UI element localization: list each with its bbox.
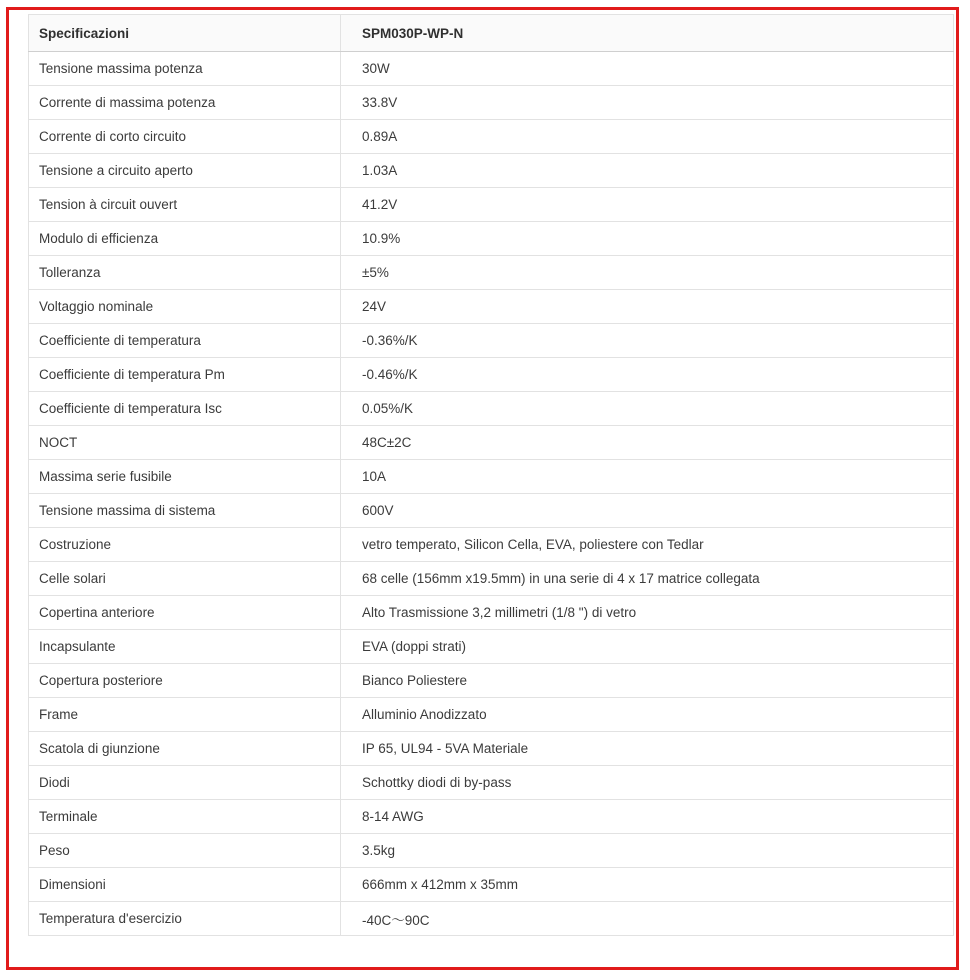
table-row [29,358,954,392]
spec-label: Tensione massima di sistema [29,494,341,528]
header-model: SPM030P-WP-N [341,15,954,52]
spec-value: ±5% [341,256,954,290]
table-row [29,290,954,324]
table-row [29,256,954,290]
table-row [29,596,954,630]
spec-table-body [29,52,954,936]
spec-label: Tensione a circuito aperto [29,154,341,188]
table-row [29,698,954,732]
table-row [29,426,954,460]
spec-value: EVA (doppi strati) [341,630,954,664]
table-row [29,494,954,528]
spec-label: Coefficiente di temperatura Isc [29,392,341,426]
spec-label: Tensione massima potenza [29,52,341,86]
table-row [29,222,954,256]
spec-value: 10.9% [341,222,954,256]
spec-label: Temperatura d'esercizio [29,902,341,936]
spec-value: -0.46%/K [341,358,954,392]
table-row [29,86,954,120]
spec-value: -0.36%/K [341,324,954,358]
spec-value: 666mm x 412mm x 35mm [341,868,954,902]
spec-value: Alto Trasmissione 3,2 millimetri (1/8 ") di vetro [341,596,954,630]
table-row [29,528,954,562]
spec-value: 30W [341,52,954,86]
spec-value: 1.03A [341,154,954,188]
table-row [29,664,954,698]
spec-value: Schottky diodi di by-pass [341,766,954,800]
spec-label: Coefficiente di temperatura [29,324,341,358]
spec-label: Frame [29,698,341,732]
table-row [29,120,954,154]
spec-value: 33.8V [341,86,954,120]
table-row [29,766,954,800]
spec-label: Tension à circuit ouvert [29,188,341,222]
table-row [29,154,954,188]
table-row [29,562,954,596]
spec-label: Corrente di corto circuito [29,120,341,154]
spec-label: Scatola di giunzione [29,732,341,766]
table-row [29,800,954,834]
table-row [29,324,954,358]
header-specifications: Specificazioni [29,15,341,52]
spec-label: Terminale [29,800,341,834]
spec-label: Dimensioni [29,868,341,902]
spec-value: 24V [341,290,954,324]
table-row [29,902,954,936]
spec-value: 0.05%/K [341,392,954,426]
spec-label: NOCT [29,426,341,460]
table-row [29,392,954,426]
spec-value: vetro temperato, Silicon Cella, EVA, poliestere con Tedlar [341,528,954,562]
spec-table [28,14,954,936]
spec-value: 0.89A [341,120,954,154]
table-header-row [29,15,954,52]
spec-value: 8-14 AWG [341,800,954,834]
spec-value: 600V [341,494,954,528]
spec-label: Coefficiente di temperatura Pm [29,358,341,392]
spec-label: Modulo di efficienza [29,222,341,256]
spec-value: 48C±2C [341,426,954,460]
spec-label: Celle solari [29,562,341,596]
spec-value: 3.5kg [341,834,954,868]
spec-label: Copertina anteriore [29,596,341,630]
spec-value: -40C～90C [341,902,954,936]
table-row [29,188,954,222]
spec-value: 41.2V [341,188,954,222]
spec-label: Costruzione [29,528,341,562]
spec-label: Diodi [29,766,341,800]
table-row [29,52,954,86]
table-row [29,630,954,664]
table-row [29,460,954,494]
spec-value: 10A [341,460,954,494]
table-row [29,834,954,868]
spec-label: Peso [29,834,341,868]
spec-label: Voltaggio nominale [29,290,341,324]
spec-label: Copertura posteriore [29,664,341,698]
spec-value: Alluminio Anodizzato [341,698,954,732]
spec-label: Incapsulante [29,630,341,664]
spec-value: Bianco Poliestere [341,664,954,698]
spec-value: IP 65, UL94 - 5VA Materiale [341,732,954,766]
spec-label: Corrente di massima potenza [29,86,341,120]
spec-label: Massima serie fusibile [29,460,341,494]
spec-table-frame [6,7,959,970]
spec-label: Tolleranza [29,256,341,290]
spec-value: 68 celle (156mm x19.5mm) in una serie di 4 x 17 matrice collegata [341,562,954,596]
table-row [29,868,954,902]
table-row [29,732,954,766]
